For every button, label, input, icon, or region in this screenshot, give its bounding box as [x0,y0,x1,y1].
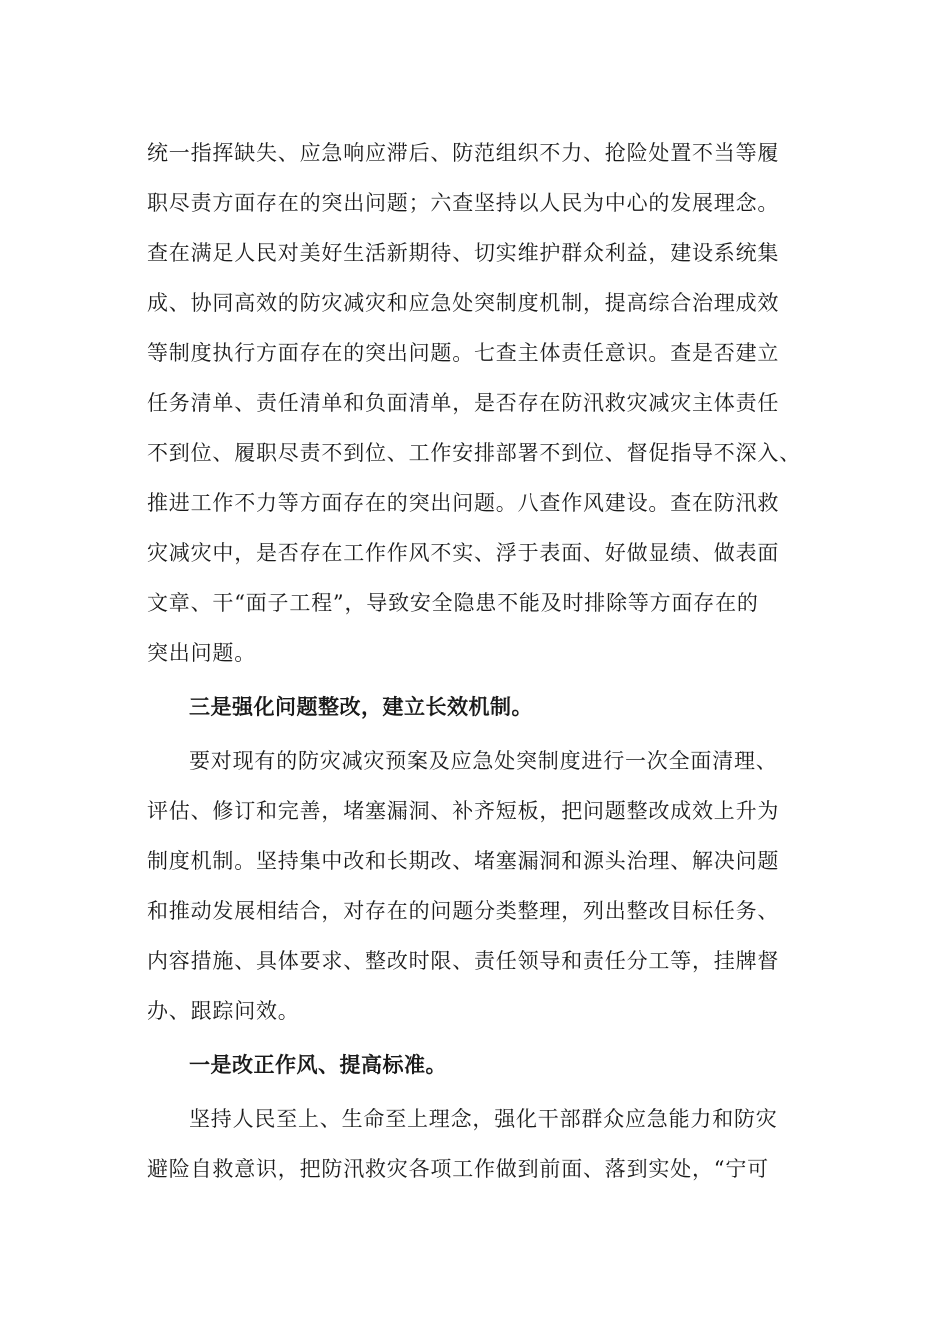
paragraph-rectification [147,736,807,1036]
text-line: 和推动发展相结合，对存在的问题分类整理，列出整改目标任务、 [147,899,780,923]
text-line: 突出问题。 [147,641,256,665]
section-heading-style: 一是改正作风、提高标准。 [189,1053,447,1077]
text-line: 等制度执行方面存在的突出问题。七查主体责任意识。查是否建立 [147,341,780,365]
text-line: 推进工作不力等方面存在的突出问题。八查作风建设。查在防汛救 [147,491,780,515]
section-heading-rectification: 三是强化问题整改，建立长效机制。 [189,695,533,719]
document-body [147,128,807,1194]
text-line: 职尽责方面存在的突出问题；六查坚持以人民为中心的发展理念。 [147,191,780,215]
text-line: 内容措施、具体要求、整改时限、责任领导和责任分工等，挂牌督 [147,949,780,973]
paragraph-style [147,1094,807,1194]
text-line: 办、跟踪问效。 [147,999,300,1023]
text-line: 要对现有的防灾减灾预案及应急处突制度进行一次全面清理、 [189,749,778,773]
text-line: 统一指挥缺失、应急响应滞后、防范组织不力、抢险处置不当等履 [147,141,780,165]
text-line: 不到位、履职尽责不到位、工作安排部署不到位、督促指导不深入、 [147,441,801,465]
text-line: 灾减灾中，是否存在工作作风不实、浮于表面、好做显绩、做表面 [147,541,780,565]
text-line: 文章、干“面子工程”，导致安全隐患不能及时排除等方面存在的 [147,591,759,615]
text-line: 评估、修订和完善，堵塞漏洞、补齐短板，把问题整改成效上升为 [147,799,780,823]
text-line: 成、协同高效的防灾减灾和应急处突制度机制，提高综合治理成效 [147,291,780,315]
text-line: 避险自救意识，把防汛救灾各项工作做到前面、落到实处，“宁可 [147,1157,769,1181]
text-line: 制度机制。坚持集中改和长期改、堵塞漏洞和源头治理、解决问题 [147,849,780,873]
text-line: 查在满足人民对美好生活新期待、切实维护群众利益，建设系统集 [147,241,780,265]
text-line: 任务清单、责任清单和负面清单，是否存在防汛救灾减灾主体责任 [147,391,780,415]
paragraph-continuation [147,128,807,678]
text-line: 坚持人民至上、生命至上理念，强化干部群众应急能力和防灾 [189,1107,778,1131]
